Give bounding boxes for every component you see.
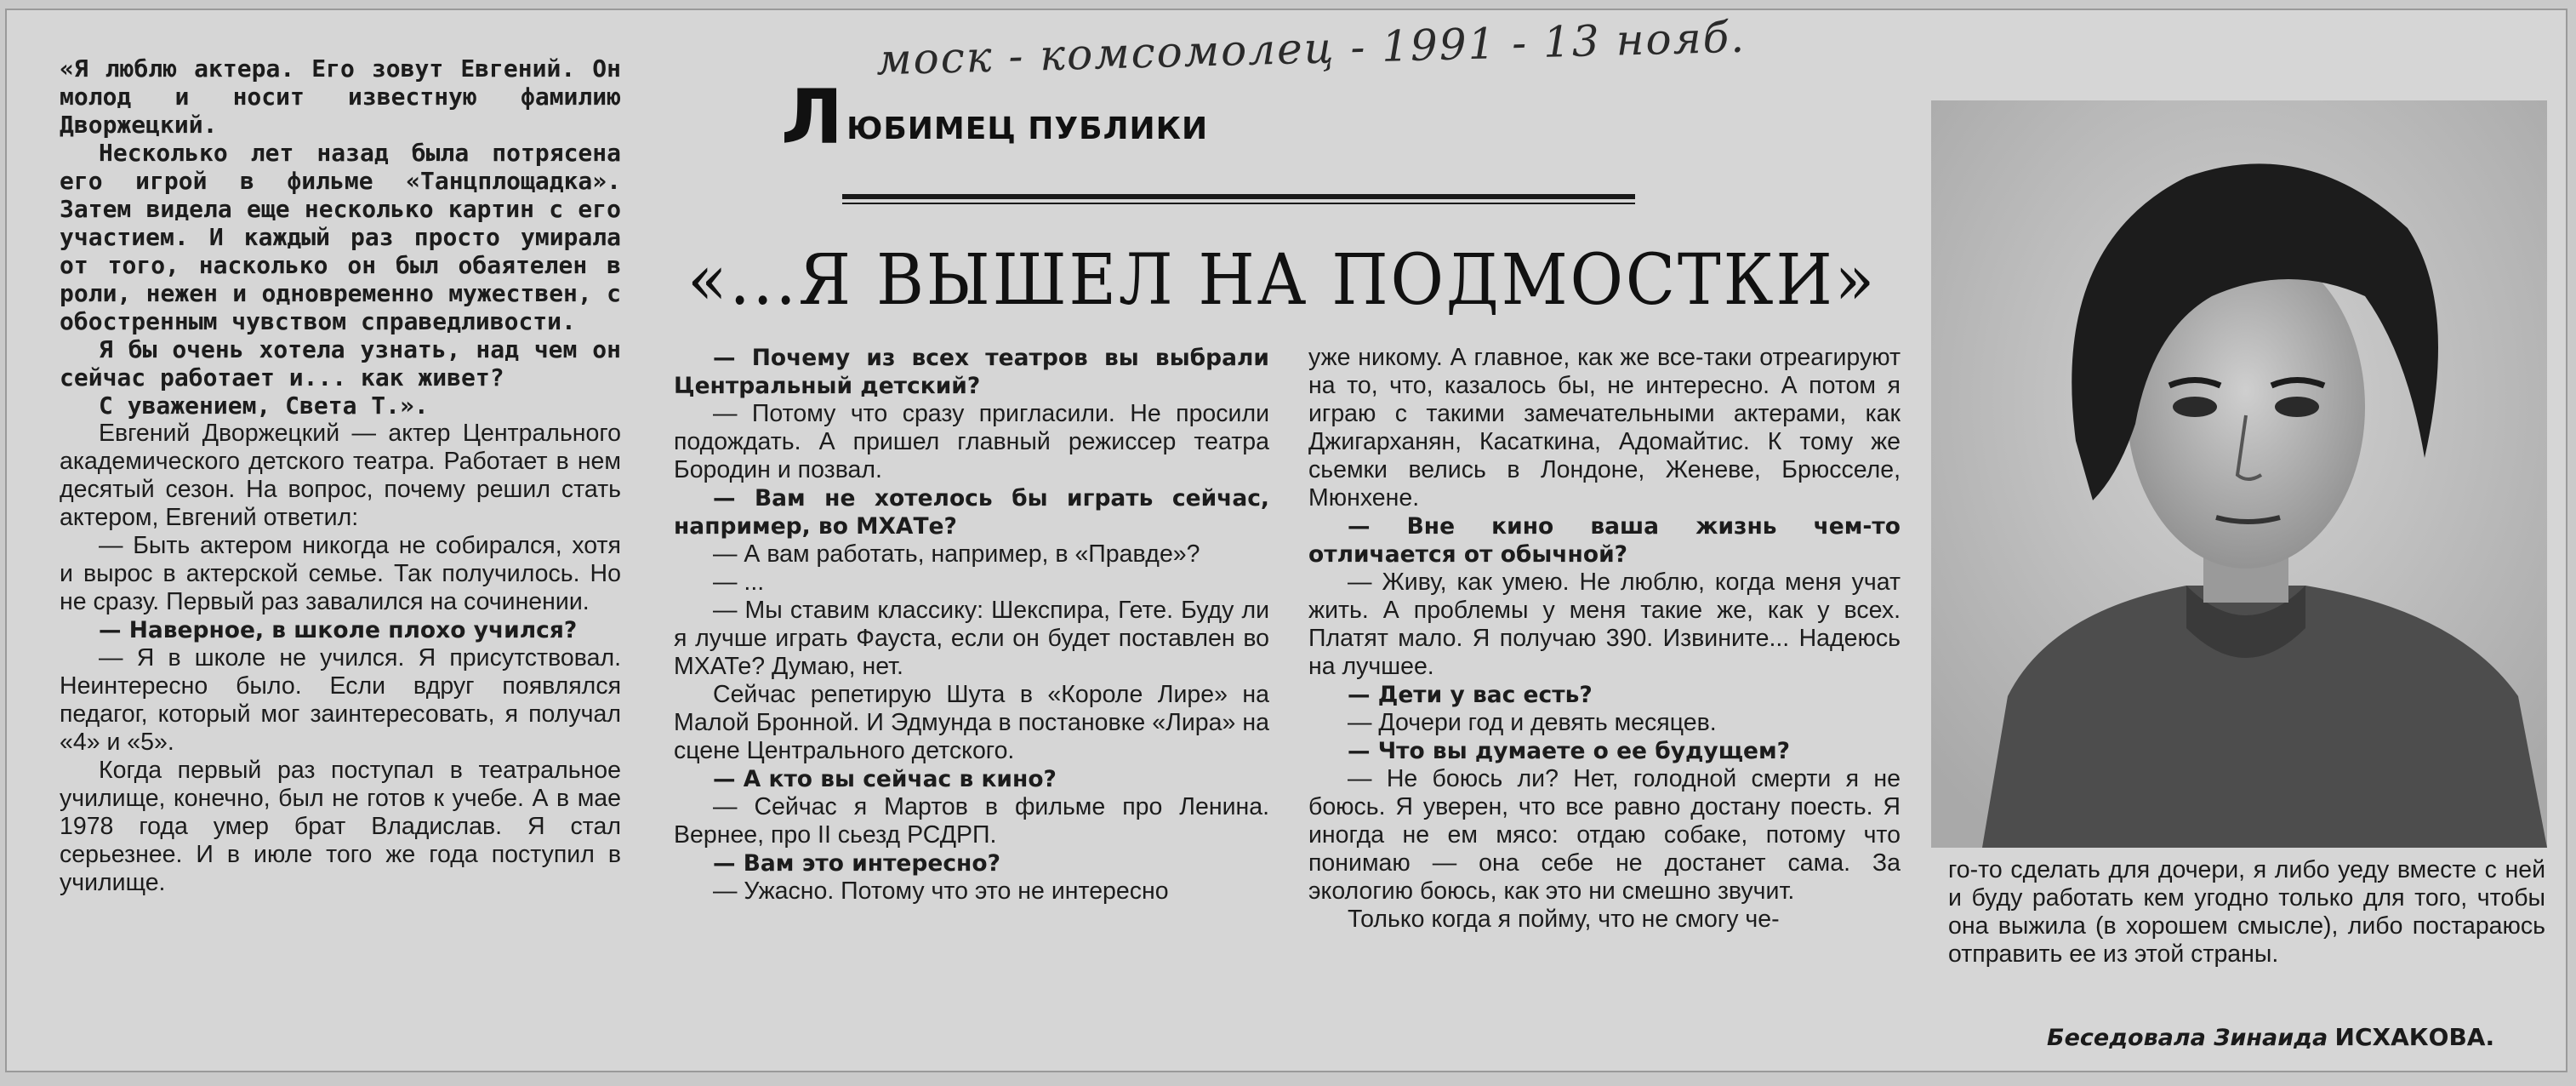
byline bbox=[2047, 1023, 2494, 1052]
col2-paragraph: — Вам это интересно? bbox=[713, 850, 1000, 877]
col2-paragraph: — Сейчас я Мартов в фильме про Ленина. Вернее, про II сьезд РСДРП. bbox=[674, 793, 1269, 849]
col1-paragraph: Я бы очень хотела узнать, над чем он сейчас работает и... как живет? bbox=[60, 335, 621, 392]
rubric-initial: Л bbox=[781, 73, 844, 161]
col1-paragraph: — Быть актером никогда не собирался, хотя и вырос в актерской семье. Так получилось. Но не сразу. Первый раз завалился на сочинении. bbox=[60, 532, 621, 615]
col1-paragraph: Когда первый раз поступал в театральное училище, конечно, был не готов к учебе. А в мае 1978 года умер брат Владислав. Я стал серьезнее. И в июле того же года поступил в училище. bbox=[60, 757, 621, 896]
column-3 bbox=[1308, 344, 1901, 934]
col3-paragraph: уже никому. А главное, как же все-таки отреагируют на то, что, казалось бы, не интересно. А потом я играю с такими замечательными актерами, как Джигарханян, Касаткина, Адомайтис. К тому же сьемки велись в Лондоне, Женеве, Брюсселе, Мюнхене. bbox=[1308, 344, 1901, 512]
col3-paragraph: — Дети у вас есть? bbox=[1348, 682, 1593, 708]
col2-paragraph: — Ужасно. Потому что это не интересно bbox=[713, 877, 1169, 905]
col3-paragraph: Только когда я пойму, что не смогу че- bbox=[1348, 906, 1780, 933]
col1-paragraph: — Я в школе не учился. Я присутствовал. Неинтересно было. Если вдруг появлялся педагог, который мог заинтересовать, я получал «4» и «5». bbox=[60, 644, 621, 756]
col2-paragraph: — А вам работать, например, в «Правде»? bbox=[713, 540, 1200, 568]
column-1 bbox=[60, 54, 621, 897]
col2-paragraph: — Потому что сразу пригласили. Не просили подождать. А пришел главный режиссер театра Бородин и позвал. bbox=[674, 400, 1269, 483]
col1-paragraph: С уважением, Света Т.». bbox=[99, 392, 429, 420]
col1-paragraph: «Я люблю актера. Его зовут Евгений. Он молод и носит известную фамилию Дворжецкий. bbox=[60, 54, 621, 139]
col2-paragraph: — ... bbox=[713, 569, 765, 596]
handwritten-note: моск - комсомолец - 1991 - 13 нояб. bbox=[875, 12, 1747, 85]
col3-paragraph: — Вне кино ваша жизнь чем-то отличается от обычной? bbox=[1308, 513, 1901, 568]
column-4-text: го-то сделать для дочери, я либо уеду вместе с ней и буду работать кем угодно только для того, чтобы она выжила (в хорошем смысле), либо постараюсь отправить ее из этой страны. bbox=[1948, 856, 2545, 968]
col1-paragraph: Евгений Дворжецкий — актер Центрального академического детского театра. Работает в нем десятый сезон. На вопрос, почему решил стать актером, Евгений ответил: bbox=[60, 420, 621, 531]
portrait-photo bbox=[1931, 100, 2547, 848]
col3-paragraph: — Что вы думаете о ее будущем? bbox=[1348, 738, 1790, 764]
col2-paragraph: — Мы ставим классику: Шекспира, Гете. Буду ли я лучше играть Фауста, если он будет поставлен во МХАТе? Думаю, нет. bbox=[674, 597, 1269, 680]
byline-name: ИСХАКОВА. bbox=[2334, 1023, 2495, 1051]
col1-paragraph: Несколько лет назад была потрясена его игрой в фильме «Танцплощадка». Затем видела еще несколько картин с его участием. И каждый раз просто умирала от того, насколько он был обаятелен в роли, нежен и одновременно мужествен, с обостренным чувством справедливости. bbox=[60, 139, 621, 335]
headline: «...Я ВЫШЕЛ НА ПОДМОСТКИ» bbox=[687, 240, 1878, 321]
portrait-illustration bbox=[1931, 100, 2547, 848]
col2-paragraph: — Вам не хотелось бы играть сейчас, например, во МХАТе? bbox=[674, 485, 1269, 540]
headline-rule-thin bbox=[842, 203, 1635, 204]
byline-prefix: Беседовала Зинаида bbox=[2047, 1025, 2328, 1051]
rubric bbox=[781, 73, 1209, 161]
col2-paragraph: — А кто вы сейчас в кино? bbox=[713, 766, 1057, 792]
col3-paragraph: — Дочери год и девять месяцев. bbox=[1348, 709, 1717, 736]
col2-paragraph: Сейчас репетирую Шута в «Короле Лире» на Малой Бронной. И Эдмунда в постановке «Лира» на сцене Центрального детского. bbox=[674, 681, 1269, 764]
rubric-text: ЮБИМЕЦ ПУБЛИКИ bbox=[846, 111, 1209, 146]
col2-paragraph: — Почему из всех театров вы выбрали Центральный детский? bbox=[674, 345, 1269, 399]
col3-paragraph: — Не боюсь ли? Нет, голодной смерти я не боюсь. Я уверен, что все равно достану поесть. Я иногда не ем мясо: отдаю собаке, потому что понимаю — она себе не достанет сама. За экологию боюсь, как это ни смешно звучит. bbox=[1308, 765, 1901, 905]
column-2 bbox=[674, 344, 1269, 906]
headline-rule-thick bbox=[842, 194, 1635, 199]
column-4 bbox=[1948, 856, 2545, 969]
col1-paragraph: — Наверное, в школе плохо учился? bbox=[99, 617, 578, 643]
col3-paragraph: — Живу, как умею. Не люблю, когда меня учат жить. А проблемы у меня такие же, как у всех. Платят мало. Я получаю 390. Извините... Надеюсь на лучшее. bbox=[1308, 569, 1901, 680]
